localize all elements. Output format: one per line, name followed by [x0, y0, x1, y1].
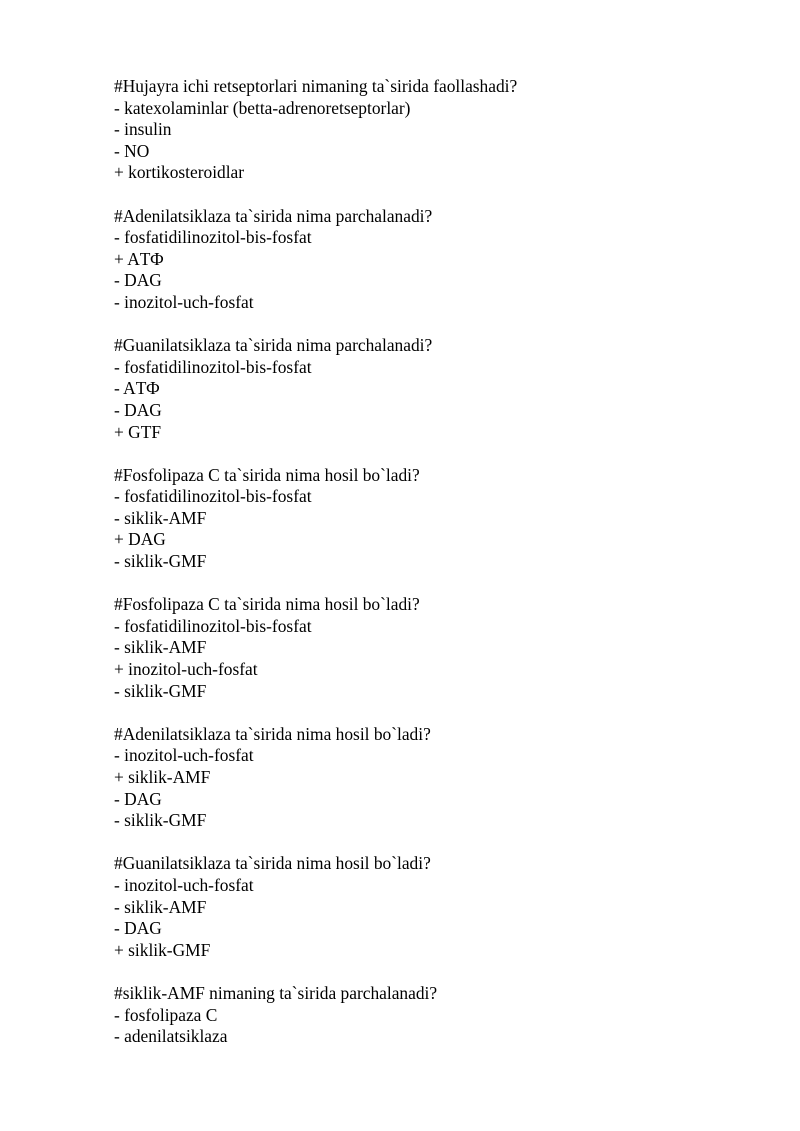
- answer-option-correct: + siklik-AMF: [114, 767, 211, 787]
- answer-option-correct: + siklik-GMF: [114, 939, 211, 960]
- question-text: #siklik-AMF nimaning ta`sirida parchalanadi?: [114, 982, 438, 1003]
- answer-option: - DAG: [114, 399, 162, 420]
- question-text: #Hujayra ichi retseptorlari nimaning ta`sirida faollashadi?: [114, 76, 518, 96]
- question-block: [114, 724, 754, 832]
- answer-option: - NO: [114, 140, 150, 161]
- question-block: [114, 594, 754, 702]
- answer-option: - siklik-AMF: [114, 507, 207, 528]
- answer-option: - DAG: [114, 788, 162, 809]
- question-text: #Adenilatsiklaza ta`sirida nima parchalanadi?: [114, 205, 433, 226]
- answer-option-correct: + inozitol-uch-fosfat: [114, 659, 258, 680]
- question-block: [114, 335, 754, 443]
- answer-option: - fosfatidilinozitol-bis-fosfat: [114, 227, 312, 248]
- answer-option: - fosfatidilinozitol-bis-fosfat: [114, 615, 312, 636]
- answer-option: - siklik-GMF: [114, 680, 207, 701]
- question-text: #Fosfolipaza C ta`sirida nima hosil bo`ladi?: [114, 594, 420, 615]
- answer-option-correct: + GTF: [114, 421, 162, 442]
- answer-option: - siklik-GMF: [114, 810, 207, 831]
- answer-option: - siklik-AMF: [114, 637, 207, 658]
- answer-option: - inozitol-uch-fosfat: [114, 745, 254, 766]
- answer-option: - fosfatidilinozitol-bis-fosfat: [114, 486, 312, 507]
- answer-option: - DAG: [114, 270, 162, 291]
- answer-option: - fosfatidilinozitol-bis-fosfat: [114, 356, 312, 377]
- question-block: [114, 983, 754, 1048]
- answer-option: - inozitol-uch-fosfat: [114, 291, 254, 312]
- answer-option: - katexolaminlar (betta-adrenoretseptorlar): [114, 97, 411, 118]
- answer-option: - siklik-GMF: [114, 551, 207, 572]
- answer-option: - inozitol-uch-fosfat: [114, 874, 254, 895]
- answer-option: - fosfolipaza C: [114, 1004, 218, 1025]
- question-text: #Guanilatsiklaza ta`sirida nima hosil bo`ladi?: [114, 853, 431, 874]
- question-text: #Guanilatsiklaza ta`sirida nima parchalanadi?: [114, 335, 433, 356]
- answer-option: - adenilatsiklaza: [114, 1026, 228, 1047]
- answer-option: - insulin: [114, 119, 172, 140]
- question-text: #Adenilatsiklaza ta`sirida nima hosil bo`ladi?: [114, 723, 431, 744]
- question-text: #Fosfolipaza C ta`sirida nima hosil bo`ladi?: [114, 464, 420, 485]
- question-block: [114, 76, 754, 184]
- question-block: [114, 853, 754, 961]
- document-page: [114, 76, 754, 1048]
- answer-option-correct: + DAG: [114, 529, 166, 550]
- answer-option-correct: + AТФ: [114, 248, 164, 269]
- answer-option: - DAG: [114, 918, 162, 939]
- answer-option-correct: + kortikosteroidlar: [114, 162, 245, 183]
- question-block: [114, 465, 754, 573]
- answer-option: - AТФ: [114, 378, 160, 399]
- answer-option: - siklik-AMF: [114, 896, 207, 917]
- question-block: [114, 206, 754, 314]
